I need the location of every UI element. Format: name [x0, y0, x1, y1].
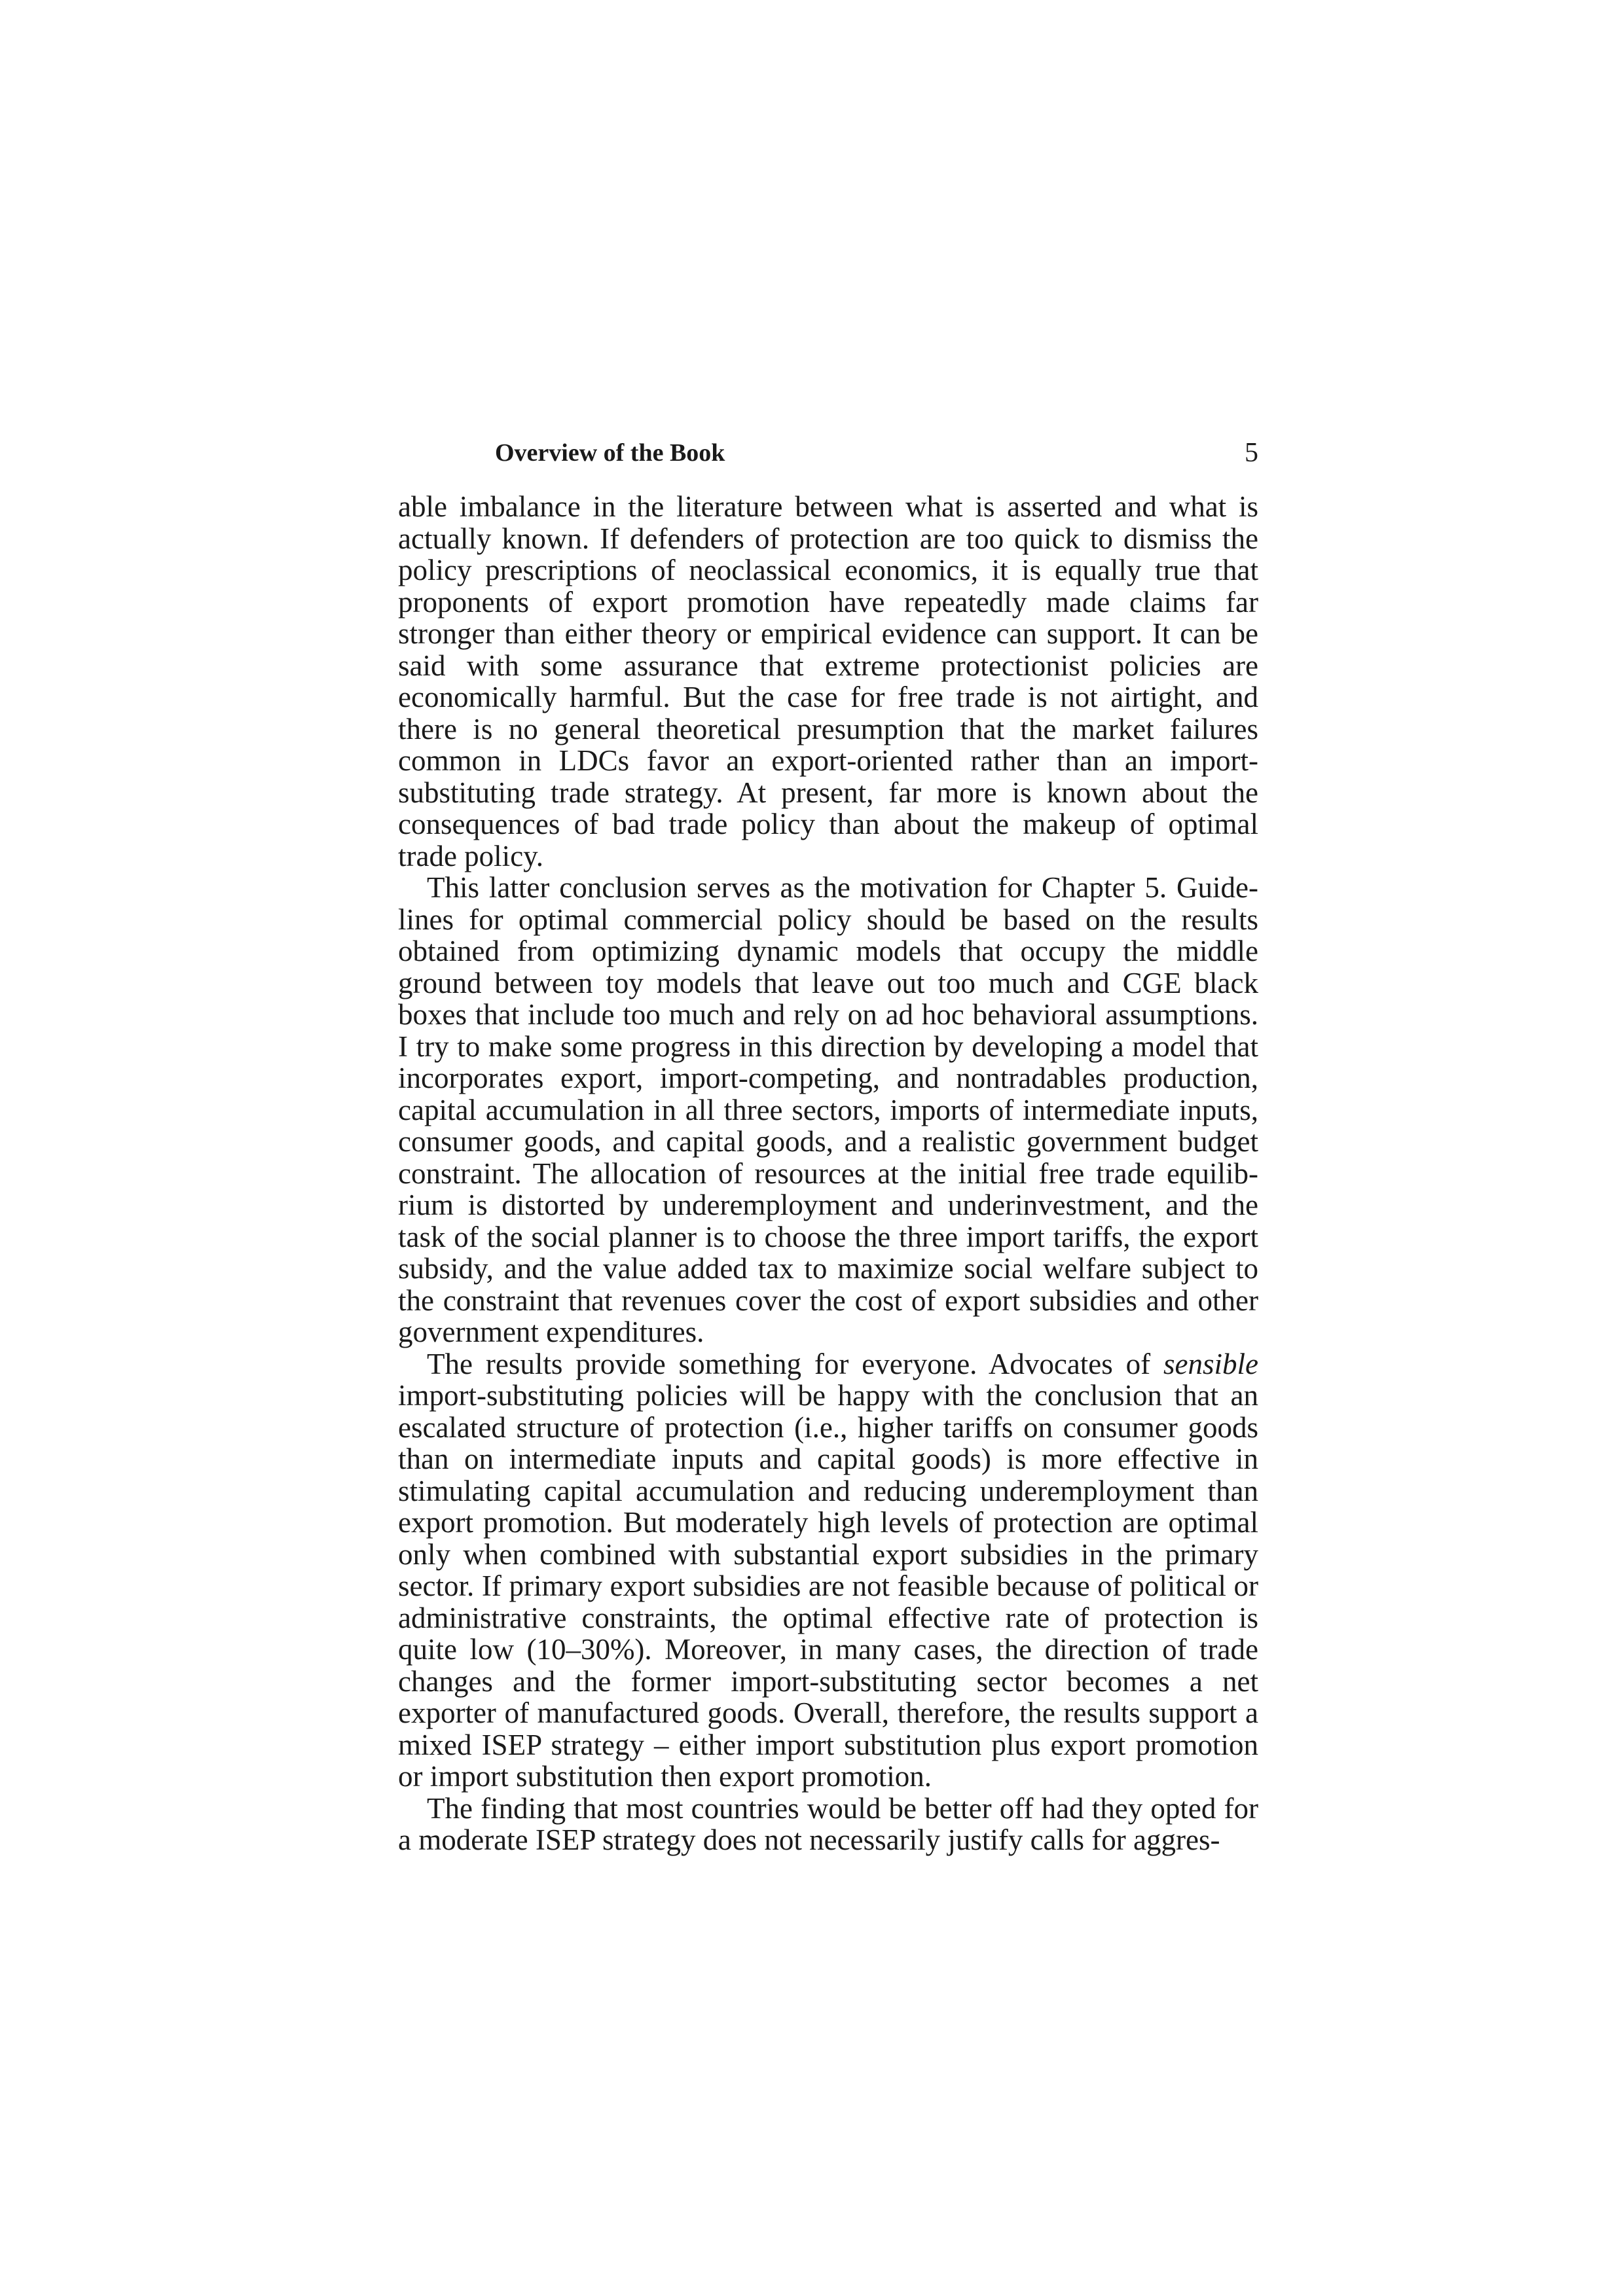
paragraph-2: This latter conclusion serves as the motivation for Chapter 5. Guidelines for optimal commercial policy should be based on the results obtained from optimizing dynamic models that occupy the middle ground between toy models that leave out too much and CGE black boxes that include too much and rely on ad hoc behavioral assumptions. I try to make some progress in this direction by developing a model that incorporates export, import-competing, and nontradables production, capital accumulation in all three sectors, imports of intermediate inputs, consumer goods, and capital goods, and a realistic government budget constraint. The allocation of resources at the initial free trade equilibrium is distorted by underemployment and underinvestment, and the task of the social planner is to choose the three import tariffs, the export subsidy, and the value added tax to maximize social welfare subject to the constraint that revenues cover the cost of export subsidies and other government expenditures.	[398, 871, 1258, 1348]
paragraph-3-text-after: import-substituting policies will be happy with the conclusion that an escalated structure of protection (i.e., higher tariffs on consumer goods than on intermediate inputs and capital goods) is more effective in stimulating capital accumulation and reducing underemployment than export promotion. But moderately high levels of protection are optimal only when combined with substantial export subsidies in the primary sector. If primary export subsidies are not feasible because of political or administrative constraints, the optimal effective rate of protection is quite low (10–30%). Moreover, in many cases, the direction of trade changes and the former import-substituting sector becomes a net exporter of manufactured goods. Overall, therefore, the results support a mixed ISEP strategy – either import substitution plus export promotion or import substitution then export promotion.	[398, 1379, 1258, 1793]
running-title: Overview of the Book	[495, 439, 725, 467]
paragraph-3	[398, 1348, 1258, 1793]
paragraph-4: The finding that most countries would be better off had they opted for a moderate ISEP strategy does not necessarily justify calls for aggres-	[398, 1791, 1258, 1856]
body-text	[398, 491, 1258, 1856]
paragraph-3-text-before: The results provide something for everyone. Advocates of	[427, 1347, 1164, 1380]
running-head	[398, 433, 1258, 473]
page-number: 5	[1245, 438, 1258, 468]
emphasis-sensible: sensible	[1163, 1347, 1258, 1380]
paragraph-1: able imbalance in the literature between what is asserted and what is actually known. If defenders of protection are too quick to dismiss the policy prescriptions of neoclassical economics, it is equally true that proponents of export promotion have repeatedly made claims far stronger than either theory or empirical evidence can support. It can be said with some assurance that extreme protectionist policies are economically harmful. But the case for free trade is not airtight, and there is no general theoretical presumption that the market failures common in LDCs favor an export-oriented rather than an import-substituting trade strategy. At present, far more is known about the consequences of bad trade policy than about the makeup of optimal trade policy.	[398, 490, 1258, 872]
